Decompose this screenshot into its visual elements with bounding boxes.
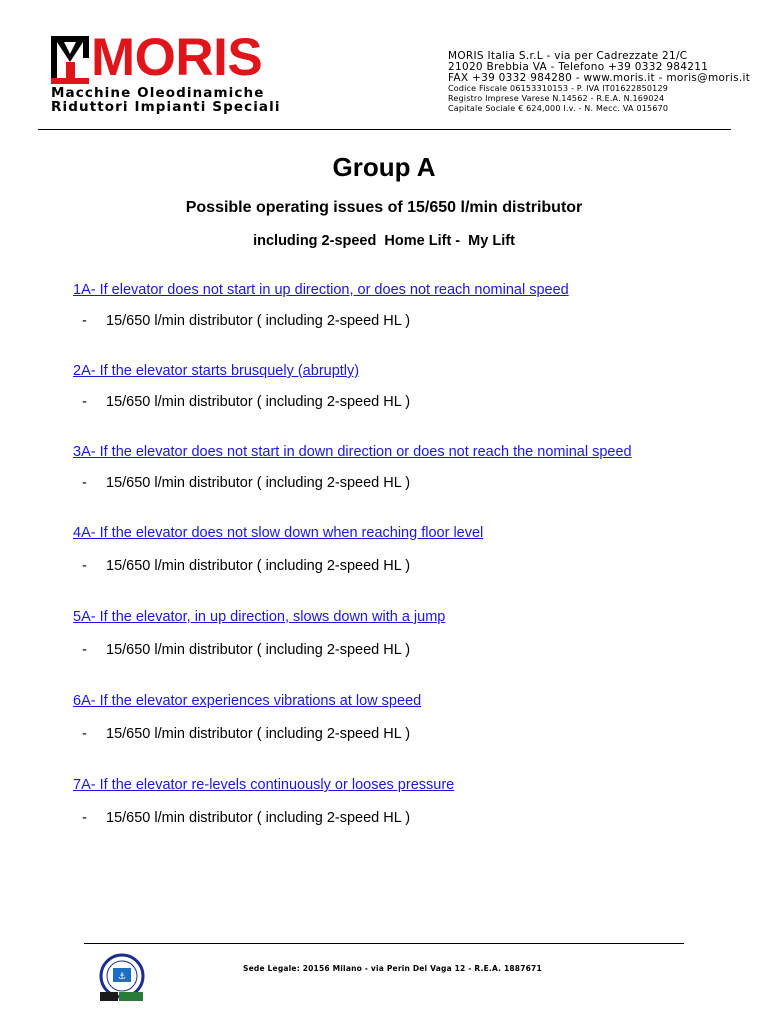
issue-entry [73, 362, 733, 410]
issue-link-3a[interactable]: 3A- If the elevator does not start in down direction or does not reach the nominal speed [73, 444, 632, 460]
page-subtitle-2: including 2-speed Home Lift - My Lift [253, 233, 515, 249]
svg-text:⚓: ⚓ [117, 972, 127, 982]
issue-entry [73, 692, 733, 742]
logo-tagline-2: Riduttori Impianti Speciali [51, 99, 281, 115]
issue-entry [73, 443, 733, 491]
issue-link-7a[interactable]: 7A- If the elevator re-levels continuously or looses pressure [73, 777, 455, 793]
issue-link-2a[interactable]: 2A- If the elevator starts brusquely (abruptly) [73, 363, 360, 379]
bullet-text: 15/650 l/min distributor ( including 2-speed HL ) [106, 558, 411, 574]
footer-legal-text: Sede Legale: 20156 Milano - via Perin Del Vaga 12 - R.E.A. 1887671 [243, 964, 542, 973]
issue-entry [73, 524, 733, 574]
issue-entry [73, 776, 733, 826]
footer-divider [84, 943, 684, 944]
certification-seal-icon [92, 952, 152, 1004]
bullet-dash: - [82, 726, 87, 742]
company-registry-line: Registro Imprese Varese N.14562 - R.E.A. N.169024 [448, 94, 665, 103]
bullet-dash: - [82, 313, 87, 329]
issue-link-1a[interactable]: 1A- If elevator does not start in up direction, or does not reach nominal speed [73, 282, 569, 298]
issue-entry [73, 608, 733, 658]
bullet-text: 15/650 l/min distributor ( including 2-speed HL ) [106, 313, 411, 329]
bullet-text: 15/650 l/min distributor ( including 2-speed HL ) [106, 642, 411, 658]
logo-wordmark: MORIS [91, 28, 263, 87]
page-subtitle: Possible operating issues of 15/650 l/min distributor [185, 199, 583, 216]
bullet-text: 15/650 l/min distributor ( including 2-speed HL ) [106, 726, 411, 742]
bullet-dash: - [82, 475, 87, 491]
company-registry-line: Codice Fiscale 06153310153 - P. IVA IT01622850129 [448, 84, 669, 93]
issue-entry [73, 281, 733, 329]
issue-link-6a[interactable]: 6A- If the elevator experiences vibrations at low speed [73, 693, 422, 709]
logo-tagline-1: Macchine Oleodinamiche [51, 85, 265, 101]
bullet-text: 15/650 l/min distributor ( including 2-speed HL ) [106, 394, 411, 410]
page-title: Group A [332, 152, 436, 182]
bullet-dash: - [82, 394, 87, 410]
bullet-dash: - [82, 558, 87, 574]
bullet-dash: - [82, 810, 87, 826]
moris-logo-mark-icon [51, 36, 91, 84]
bullet-dash: - [82, 642, 87, 658]
issue-link-4a[interactable]: 4A- If the elevator does not slow down when reaching floor level [73, 525, 484, 541]
company-registry-line: Capitale Sociale € 624,000 I.v. - N. Mecc. VA 015670 [448, 104, 669, 113]
issue-link-5a[interactable]: 5A- If the elevator, in up direction, slows down with a jump [73, 609, 446, 625]
moris-logo [51, 28, 291, 121]
company-line: 21020 Brebbia VA - Telefono +39 0332 984211 [448, 61, 709, 73]
company-line: FAX +39 0332 984280 - www.moris.it - moris@moris.it [448, 72, 751, 84]
company-line: MORIS Italia S.r.L - via per Cadrezzate 21/C [448, 50, 688, 62]
bullet-text: 15/650 l/min distributor ( including 2-speed HL ) [106, 810, 411, 826]
company-info [448, 50, 751, 114]
bullet-text: 15/650 l/min distributor ( including 2-speed HL ) [106, 475, 411, 491]
header-divider [38, 129, 731, 130]
